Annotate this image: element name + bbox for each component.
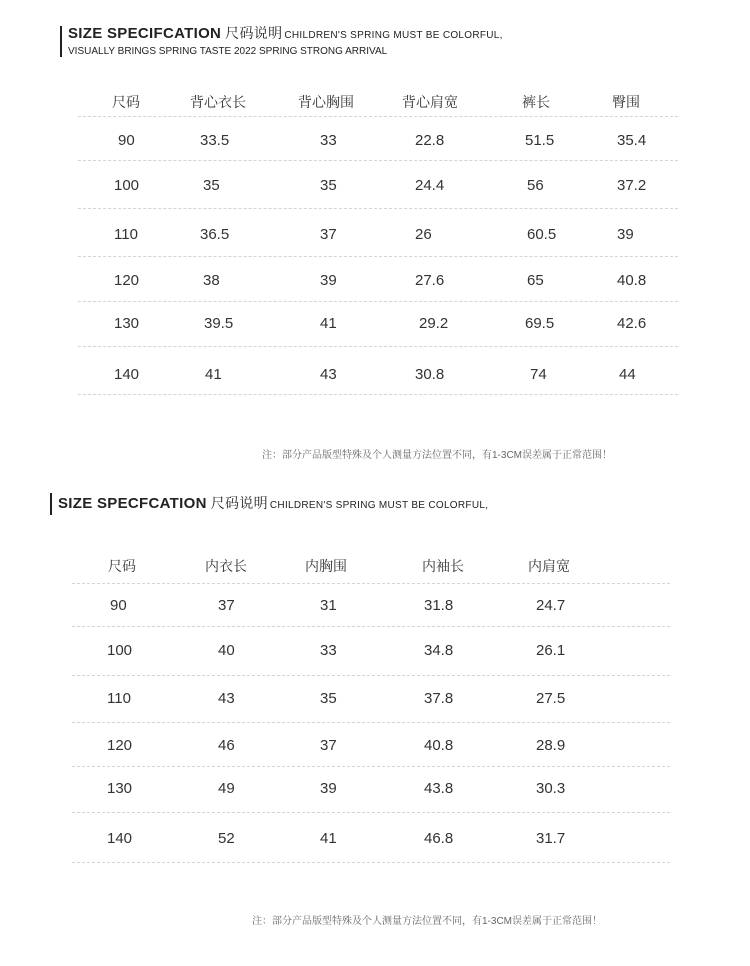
table-cell: 41: [320, 830, 337, 847]
table-cell: 37: [320, 737, 337, 754]
measurement-note: 注：部分产品版型特殊及个人测量方法位置不同，有1-3CM误差属于正常范围！: [252, 916, 603, 927]
heading-title-cn: 尺码说明: [225, 25, 283, 41]
row-divider: [72, 626, 670, 627]
table-cell: 28.9: [536, 737, 566, 754]
table-cell: 140: [114, 366, 140, 383]
column-header: 内肩宽: [528, 558, 570, 574]
heading-title-line: [58, 496, 488, 511]
table-cell: 35.4: [617, 132, 647, 149]
table-cell: 26.1: [536, 642, 566, 659]
table-cell: 46: [218, 737, 235, 754]
table-cell: 31.7: [536, 830, 566, 847]
table-cell: 39: [320, 272, 337, 289]
heading-title: SIZE SPECIFCATION: [68, 25, 222, 42]
table-cell: 37: [218, 597, 235, 614]
column-header: 内胸围: [305, 558, 347, 574]
table-cell: 90: [110, 597, 127, 614]
table-cell: 52: [218, 830, 235, 847]
table-cell: 24.4: [415, 177, 445, 194]
table-cell: 34.8: [424, 642, 454, 659]
table-cell: 41: [320, 315, 337, 332]
table-cell: 43: [320, 366, 337, 383]
column-header: 背心肩宽: [402, 94, 458, 110]
table-cell: 33: [320, 642, 337, 659]
row-divider: [78, 394, 678, 395]
table-cell: 30.3: [536, 780, 566, 797]
table-cell: 49: [218, 780, 235, 797]
row-divider: [78, 256, 678, 257]
heading-title: SIZE SPECFCATION: [58, 495, 207, 512]
table-cell: 39.5: [204, 315, 234, 332]
table-cell: 35: [320, 690, 337, 707]
table-cell: 42.6: [617, 315, 647, 332]
table-cell: 65: [527, 272, 544, 289]
table-cell: 35: [320, 177, 337, 194]
table-cell: 37.8: [424, 690, 454, 707]
heading-tagline-1: CHILDREN'S SPRING MUST BE COLORFUL,: [284, 30, 503, 41]
table-cell: 24.7: [536, 597, 566, 614]
row-divider: [72, 722, 670, 723]
row-divider: [78, 346, 678, 347]
table-cell: 31: [320, 597, 337, 614]
table-cell: 36.5: [200, 226, 230, 243]
table-cell: 51.5: [525, 132, 555, 149]
table-cell: 130: [107, 780, 133, 797]
column-header: 内袖长: [422, 558, 464, 574]
table-cell: 60.5: [527, 226, 557, 243]
table-cell: 120: [114, 272, 140, 289]
table-cell: 40: [218, 642, 235, 659]
table-cell: 22.8: [415, 132, 445, 149]
table-cell: 74: [530, 366, 547, 383]
table-cell: 27.5: [536, 690, 566, 707]
table-cell: 100: [114, 177, 140, 194]
table-cell: 46.8: [424, 830, 454, 847]
table-cell: 140: [107, 830, 133, 847]
row-divider: [72, 675, 670, 676]
table-cell: 90: [118, 132, 135, 149]
table-cell: 69.5: [525, 315, 555, 332]
row-divider: [72, 766, 670, 767]
table-cell: 41: [205, 366, 222, 383]
column-header: 尺码: [112, 94, 140, 110]
row-divider: [78, 301, 678, 302]
size-table-1-heading: [60, 26, 503, 57]
table-cell: 31.8: [424, 597, 454, 614]
column-header: 裤长: [522, 94, 550, 110]
row-divider: [78, 116, 678, 117]
column-header: 臀围: [612, 94, 640, 110]
heading-tagline-1: CHILDREN'S SPRING MUST BE COLORFUL,: [269, 500, 489, 511]
table-cell: 30.8: [415, 366, 445, 383]
heading-tagline-2: VISUALLY BRINGS SPRING TASTE 2022 SPRING STRONG ARRIVAL: [68, 46, 388, 57]
table-cell: 39: [320, 780, 337, 797]
table-cell: 43.8: [424, 780, 454, 797]
table-cell: 26: [415, 226, 432, 243]
measurement-note: 注：部分产品版型特殊及个人测量方法位置不同，有1-3CM误差属于正常范围！: [262, 450, 613, 461]
table-cell: 110: [114, 226, 138, 243]
size-table-2-heading: [50, 493, 488, 515]
column-header: 尺码: [108, 558, 136, 574]
table-cell: 44: [619, 366, 636, 383]
table-cell: 43: [218, 690, 235, 707]
heading-title-line: [68, 26, 503, 41]
table-cell: 38: [203, 272, 220, 289]
table-cell: 33.5: [200, 132, 230, 149]
table-cell: 39: [617, 226, 634, 243]
column-header: 内衣长: [205, 558, 247, 574]
column-header: 背心衣长: [190, 94, 246, 110]
table-cell: 40.8: [424, 737, 454, 754]
column-header: 背心胸围: [298, 94, 354, 110]
table-cell: 37.2: [617, 177, 647, 194]
table-cell: 27.6: [415, 272, 445, 289]
table-cell: 37: [320, 226, 337, 243]
row-divider: [78, 208, 678, 209]
table-cell: 120: [107, 737, 133, 754]
table-cell: 29.2: [419, 315, 449, 332]
table-cell: 40.8: [617, 272, 647, 289]
table-cell: 33: [320, 132, 337, 149]
row-divider: [78, 160, 678, 161]
table-cell: 56: [527, 177, 544, 194]
row-divider: [72, 862, 670, 863]
heading-title-cn: 尺码说明: [210, 495, 268, 511]
table-cell: 130: [114, 315, 140, 332]
row-divider: [72, 812, 670, 813]
table-cell: 100: [107, 642, 133, 659]
table-cell: 35: [203, 177, 220, 194]
table-cell: 110: [107, 690, 131, 707]
row-divider: [72, 583, 670, 584]
